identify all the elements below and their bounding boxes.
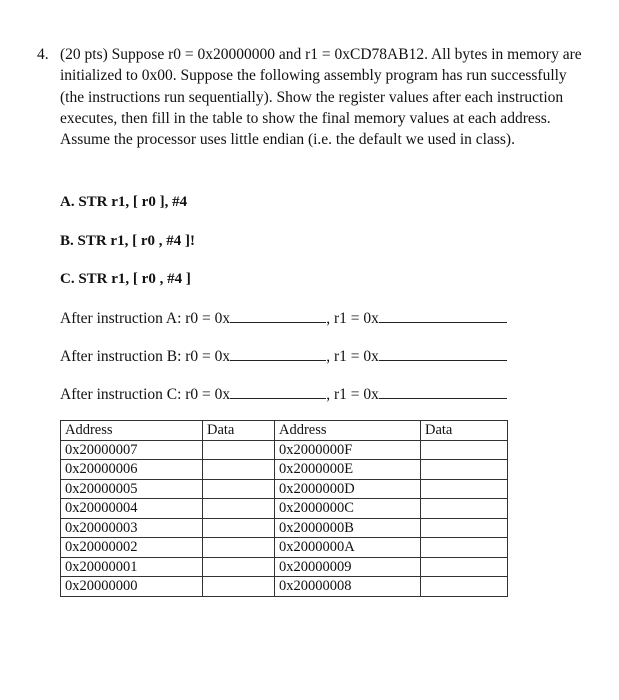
table-row <box>61 460 508 480</box>
after-mid: , r1 = 0x <box>326 310 379 327</box>
address-cell: 0x20000005 <box>61 479 203 499</box>
address-cell: 0x2000000D <box>275 479 421 499</box>
address-cell: 0x2000000E <box>275 460 421 480</box>
data-cell[interactable] <box>203 499 275 519</box>
data-cell[interactable] <box>421 538 508 558</box>
address-cell: 0x20000006 <box>61 460 203 480</box>
address-cell: 0x2000000A <box>275 538 421 558</box>
table-row <box>61 479 508 499</box>
data-cell[interactable] <box>421 440 508 460</box>
table-row <box>61 499 508 519</box>
data-cell[interactable] <box>203 518 275 538</box>
data-cell[interactable] <box>203 460 275 480</box>
table-row <box>61 577 508 597</box>
table-row <box>61 538 508 558</box>
address-cell: 0x20000003 <box>61 518 203 538</box>
question-number: 4. <box>37 46 49 63</box>
after-label: After instruction C: r0 = 0x <box>60 386 231 403</box>
data-cell[interactable] <box>421 460 508 480</box>
r1-answer-blank[interactable] <box>379 345 507 361</box>
after-line-c <box>60 383 507 405</box>
r0-answer-blank[interactable] <box>230 307 326 323</box>
instruction-b: B. STR r1, [ r0 , #4 ]! <box>60 233 195 249</box>
address-cell: 0x2000000B <box>275 518 421 538</box>
address-cell: 0x20000000 <box>61 577 203 597</box>
data-cell[interactable] <box>203 557 275 577</box>
question-text: (20 pts) Suppose r0 = 0x20000000 and r1 = 0xCD78AB12. All bytes in memory are initialized to 0x00. Suppose the following assembly program has run successfully (the instructions run sequentially). Show the register values after each instruction executes, then fill in the table to show the final memory values at each address. Assume the processor uses little endian (i.e. the default we used in class). <box>60 46 582 149</box>
address-cell: 0x2000000C <box>275 499 421 519</box>
data-cell[interactable] <box>421 557 508 577</box>
address-cell: 0x20000008 <box>275 577 421 597</box>
data-cell[interactable] <box>203 479 275 499</box>
header-address-right: Address <box>275 421 421 441</box>
data-cell[interactable] <box>203 577 275 597</box>
address-cell: 0x20000007 <box>61 440 203 460</box>
memory-table <box>60 420 508 597</box>
data-cell[interactable] <box>421 577 508 597</box>
instruction-a: A. STR r1, [ r0 ], #4 <box>60 194 188 210</box>
table-row <box>61 440 508 460</box>
data-cell[interactable] <box>203 440 275 460</box>
header-data-left: Data <box>203 421 275 441</box>
r0-answer-blank[interactable] <box>230 383 326 399</box>
after-line-b <box>60 345 507 367</box>
data-cell[interactable] <box>421 479 508 499</box>
data-cell[interactable] <box>203 538 275 558</box>
table-header-row <box>61 421 508 441</box>
after-mid: , r1 = 0x <box>326 386 379 403</box>
address-cell: 0x20000001 <box>61 557 203 577</box>
after-line-a <box>60 307 507 329</box>
r1-answer-blank[interactable] <box>379 307 507 323</box>
address-cell: 0x20000004 <box>61 499 203 519</box>
r1-answer-blank[interactable] <box>379 383 507 399</box>
address-cell: 0x2000000F <box>275 440 421 460</box>
after-label: After instruction B: r0 = 0x <box>60 348 231 365</box>
data-cell[interactable] <box>421 499 508 519</box>
r0-answer-blank[interactable] <box>230 345 326 361</box>
table-row <box>61 557 508 577</box>
header-address-left: Address <box>61 421 203 441</box>
table-row <box>61 518 508 538</box>
after-mid: , r1 = 0x <box>326 348 379 365</box>
instruction-c: C. STR r1, [ r0 , #4 ] <box>60 271 191 287</box>
address-cell: 0x20000002 <box>61 538 203 558</box>
address-cell: 0x20000009 <box>275 557 421 577</box>
header-data-right: Data <box>421 421 508 441</box>
data-cell[interactable] <box>421 518 508 538</box>
after-label: After instruction A: r0 = 0x <box>60 310 231 327</box>
